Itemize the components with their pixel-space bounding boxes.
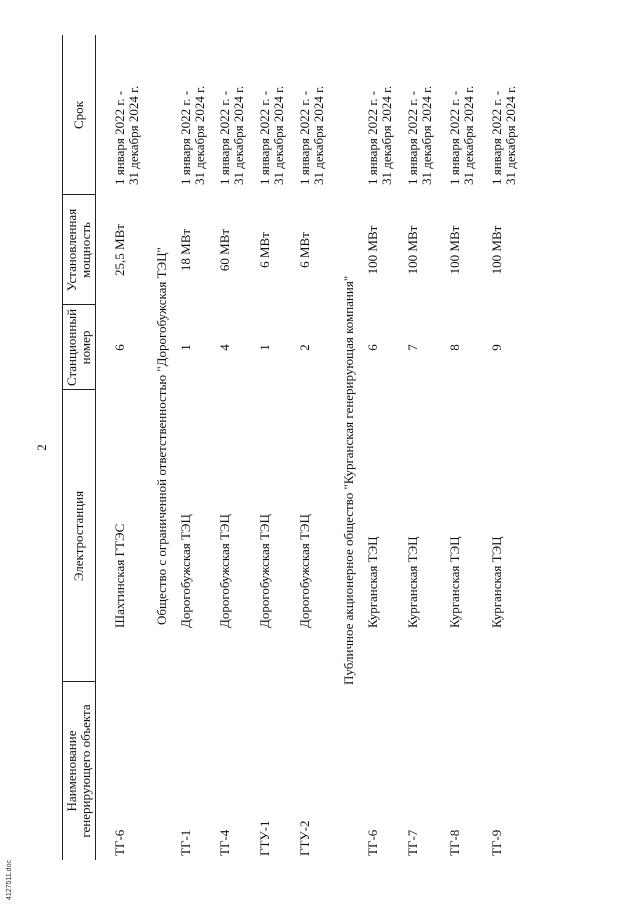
header-power-line1: Установленная — [64, 208, 79, 292]
row-8-term-line1: 1 января 2022 г. - — [405, 90, 420, 185]
row-10-name: ТГ-9 — [489, 829, 504, 856]
table-top-rule — [62, 35, 63, 860]
row-3-name: ТГ-4 — [217, 829, 232, 856]
row-8-name: ТГ-7 — [405, 829, 420, 856]
row-9-term-line1: 1 января 2022 г. - — [447, 90, 462, 185]
rotated-table-page — [30, 35, 535, 860]
row-3-power: 60 МВт — [217, 228, 232, 272]
row-7-power: 100 МВт — [365, 225, 380, 275]
row-9-name: ТГ-8 — [447, 829, 462, 856]
row-2-power: 18 МВт — [178, 228, 193, 272]
header-name-line1: Наименование — [64, 730, 79, 812]
row-9-number: 8 — [447, 344, 462, 351]
row-0-term — [113, 86, 141, 185]
row-7-term-line2: 31 декабря 2024 г. — [379, 85, 394, 185]
row-3-term-line1: 1 января 2022 г. - — [217, 90, 232, 185]
row-4-name: ГТУ-1 — [257, 820, 272, 856]
row-2-station: Дорогобужская ТЭЦ — [178, 514, 193, 628]
row-0-term-line2: 31 декабря 2024 г. — [126, 85, 141, 185]
row-0-term-line1: 1 января 2022 г. - — [112, 90, 127, 185]
row-9-station: Курганская ТЭЦ — [447, 536, 462, 628]
row-0-number: 6 — [112, 344, 127, 351]
row-7-term-line1: 1 января 2022 г. - — [365, 90, 380, 185]
row-8-station: Курганская ТЭЦ — [405, 536, 420, 628]
row-7-number: 6 — [365, 344, 380, 351]
row-2-name: ТГ-1 — [178, 829, 193, 856]
header-number — [65, 305, 93, 390]
row-4-term-line1: 1 января 2022 г. - — [257, 90, 272, 185]
row-10-term-line1: 1 января 2022 г. - — [489, 90, 504, 185]
header-term: Срок — [71, 101, 86, 129]
row-8-term — [406, 86, 434, 185]
header-number-line2: номер — [78, 330, 93, 365]
row-8-number: 7 — [405, 344, 420, 351]
row-9-term — [448, 86, 476, 185]
row-5-power: 6 МВт — [297, 232, 312, 268]
row-8-term-line2: 31 декабря 2024 г. — [419, 85, 434, 185]
row-2-term — [179, 86, 207, 185]
header-station: Электростанция — [71, 490, 86, 582]
row-2-number: 1 — [178, 344, 193, 351]
row-0-name: ТГ-6 — [112, 829, 127, 856]
row-4-term — [258, 86, 286, 185]
header-power — [65, 195, 93, 305]
row-7-name: ТГ-6 — [365, 829, 380, 856]
row-4-number: 1 — [257, 344, 272, 351]
row-9-power: 100 МВт — [447, 225, 462, 275]
row-10-number: 9 — [489, 344, 504, 351]
header-number-line1: Станционный — [64, 308, 79, 387]
header-name-line2: генерирующего объекта — [78, 704, 93, 838]
row-7-station: Курганская ТЭЦ — [365, 536, 380, 628]
header-bottom-rule — [95, 35, 96, 860]
footer-filename — [6, 860, 30, 902]
row-7-term — [366, 86, 394, 185]
footer-filename-text: 4127511.doc — [6, 860, 13, 900]
group-heading-kurgan: Публичное акционерное общество "Курганская генерирующая компания" — [341, 275, 356, 685]
row-4-power: 6 МВт — [257, 232, 272, 268]
row-5-station: Дорогобужская ТЭЦ — [297, 514, 312, 628]
row-3-term-line2: 31 декабря 2024 г. — [231, 85, 246, 185]
row-5-number: 2 — [297, 344, 312, 351]
row-5-term-line2: 31 декабря 2024 г. — [311, 85, 326, 185]
page-number: 2 — [34, 444, 49, 451]
row-9-term-line2: 31 декабря 2024 г. — [461, 85, 476, 185]
row-3-station: Дорогобужская ТЭЦ — [217, 514, 232, 628]
row-5-term — [298, 86, 326, 185]
row-2-term-line1: 1 января 2022 г. - — [178, 90, 193, 185]
row-0-power: 25,5 МВт — [112, 224, 127, 276]
row-10-term — [490, 86, 518, 185]
row-2-term-line2: 31 декабря 2024 г. — [192, 85, 207, 185]
header-power-line2: мощность — [78, 222, 93, 278]
row-4-station: Дорогобужская ТЭЦ — [257, 514, 272, 628]
row-3-term — [218, 86, 246, 185]
group-heading-dorogobuzh: Общество с ограниченной ответственностью "Дорогобужская ТЭЦ" — [154, 247, 169, 625]
row-5-term-line1: 1 января 2022 г. - — [297, 90, 312, 185]
row-8-power: 100 МВт — [405, 225, 420, 275]
row-3-number: 4 — [217, 344, 232, 351]
row-10-term-line2: 31 декабря 2024 г. — [503, 85, 518, 185]
row-0-station: Шахтинская ГТЭС — [112, 523, 127, 628]
header-name — [65, 682, 93, 860]
row-4-term-line2: 31 декабря 2024 г. — [271, 85, 286, 185]
row-5-name: ГТУ-2 — [297, 820, 312, 856]
row-10-power: 100 МВт — [489, 225, 504, 275]
row-10-station: Курганская ТЭЦ — [489, 536, 504, 628]
